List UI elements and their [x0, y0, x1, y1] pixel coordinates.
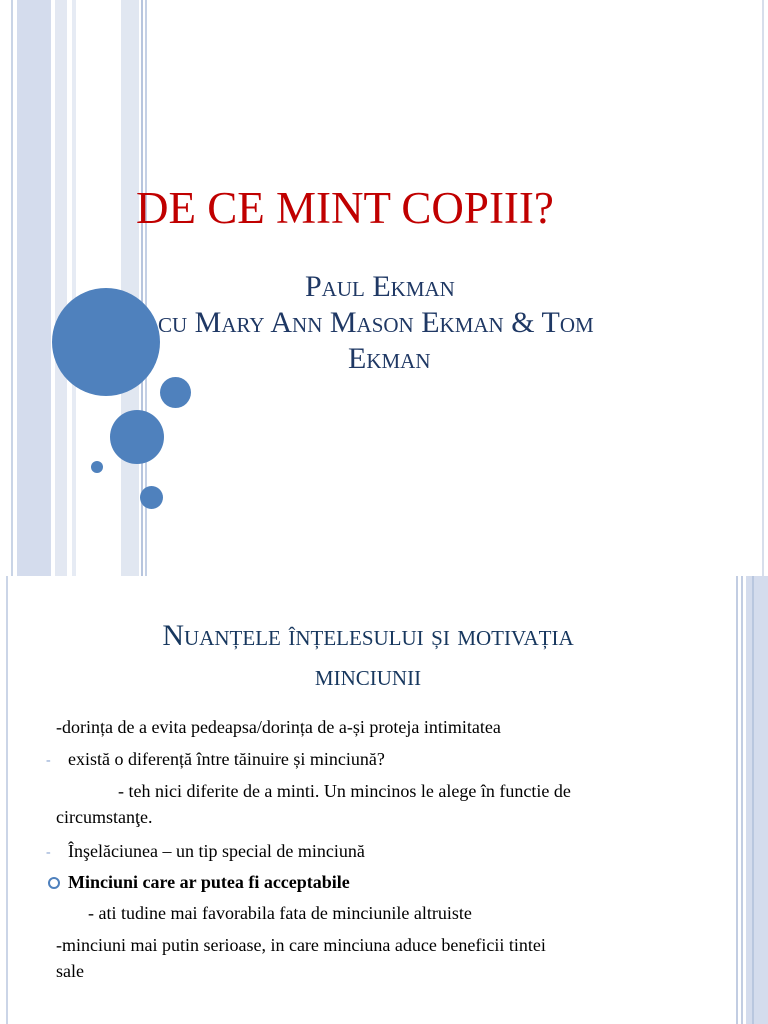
decorative-stripe	[55, 0, 67, 576]
body-line: există o diferență între tăinuire și minciună?	[68, 749, 385, 769]
dash-bullet-icon: -	[46, 845, 51, 860]
body-line: -dorința de a evita pedeapsa/dorința de a-și proteja intimitatea	[56, 717, 501, 737]
body-line: -minciuni mai putin serioase, in care minciuna aduce beneficii tintei	[56, 935, 546, 955]
body-line: - teh nici diferite de a minti. Un mincinos le alege în functie de	[118, 781, 571, 801]
decorative-stripe	[17, 0, 51, 576]
decorative-stripe	[72, 0, 76, 576]
circle-bullet-icon	[48, 877, 60, 889]
decorative-stripe	[746, 576, 768, 1024]
decorative-circle-small	[160, 377, 191, 408]
body-line: Înşelăciunea – un tip special de minciună	[68, 841, 365, 861]
decorative-circle-large	[52, 288, 160, 396]
decorative-stripe	[762, 0, 764, 576]
body-line: sale	[56, 961, 84, 981]
decorative-circle-medium	[110, 410, 164, 464]
body-line: circumstanţe.	[56, 807, 153, 827]
decorative-stripe	[752, 576, 754, 1024]
content-slide	[0, 576, 768, 1024]
slide-heading-continued: minciunii	[314, 659, 422, 692]
co-authors-line-continued: Ekman	[348, 342, 431, 375]
decorative-stripe	[736, 576, 738, 1024]
body-line: - ati tudine mai favorabila fata de minciunile altruiste	[88, 903, 472, 923]
decorative-stripe	[741, 576, 743, 1024]
co-authors-line: cu Mary Ann Mason Ekman & Tom	[158, 306, 594, 339]
slide-heading: Nuanțele înțelesului și motivația	[162, 619, 574, 652]
decorative-stripe	[11, 0, 13, 576]
decorative-stripe	[121, 0, 139, 576]
dash-bullet-icon: -	[46, 753, 51, 768]
slide-title: DE CE MINT COPIII?	[136, 183, 554, 233]
decorative-circle-tiny	[91, 461, 103, 473]
author-line: Paul Ekman	[305, 270, 455, 303]
body-line-bold: Minciuni care ar putea fi acceptabile	[68, 872, 350, 892]
decorative-circle-small	[140, 486, 163, 509]
